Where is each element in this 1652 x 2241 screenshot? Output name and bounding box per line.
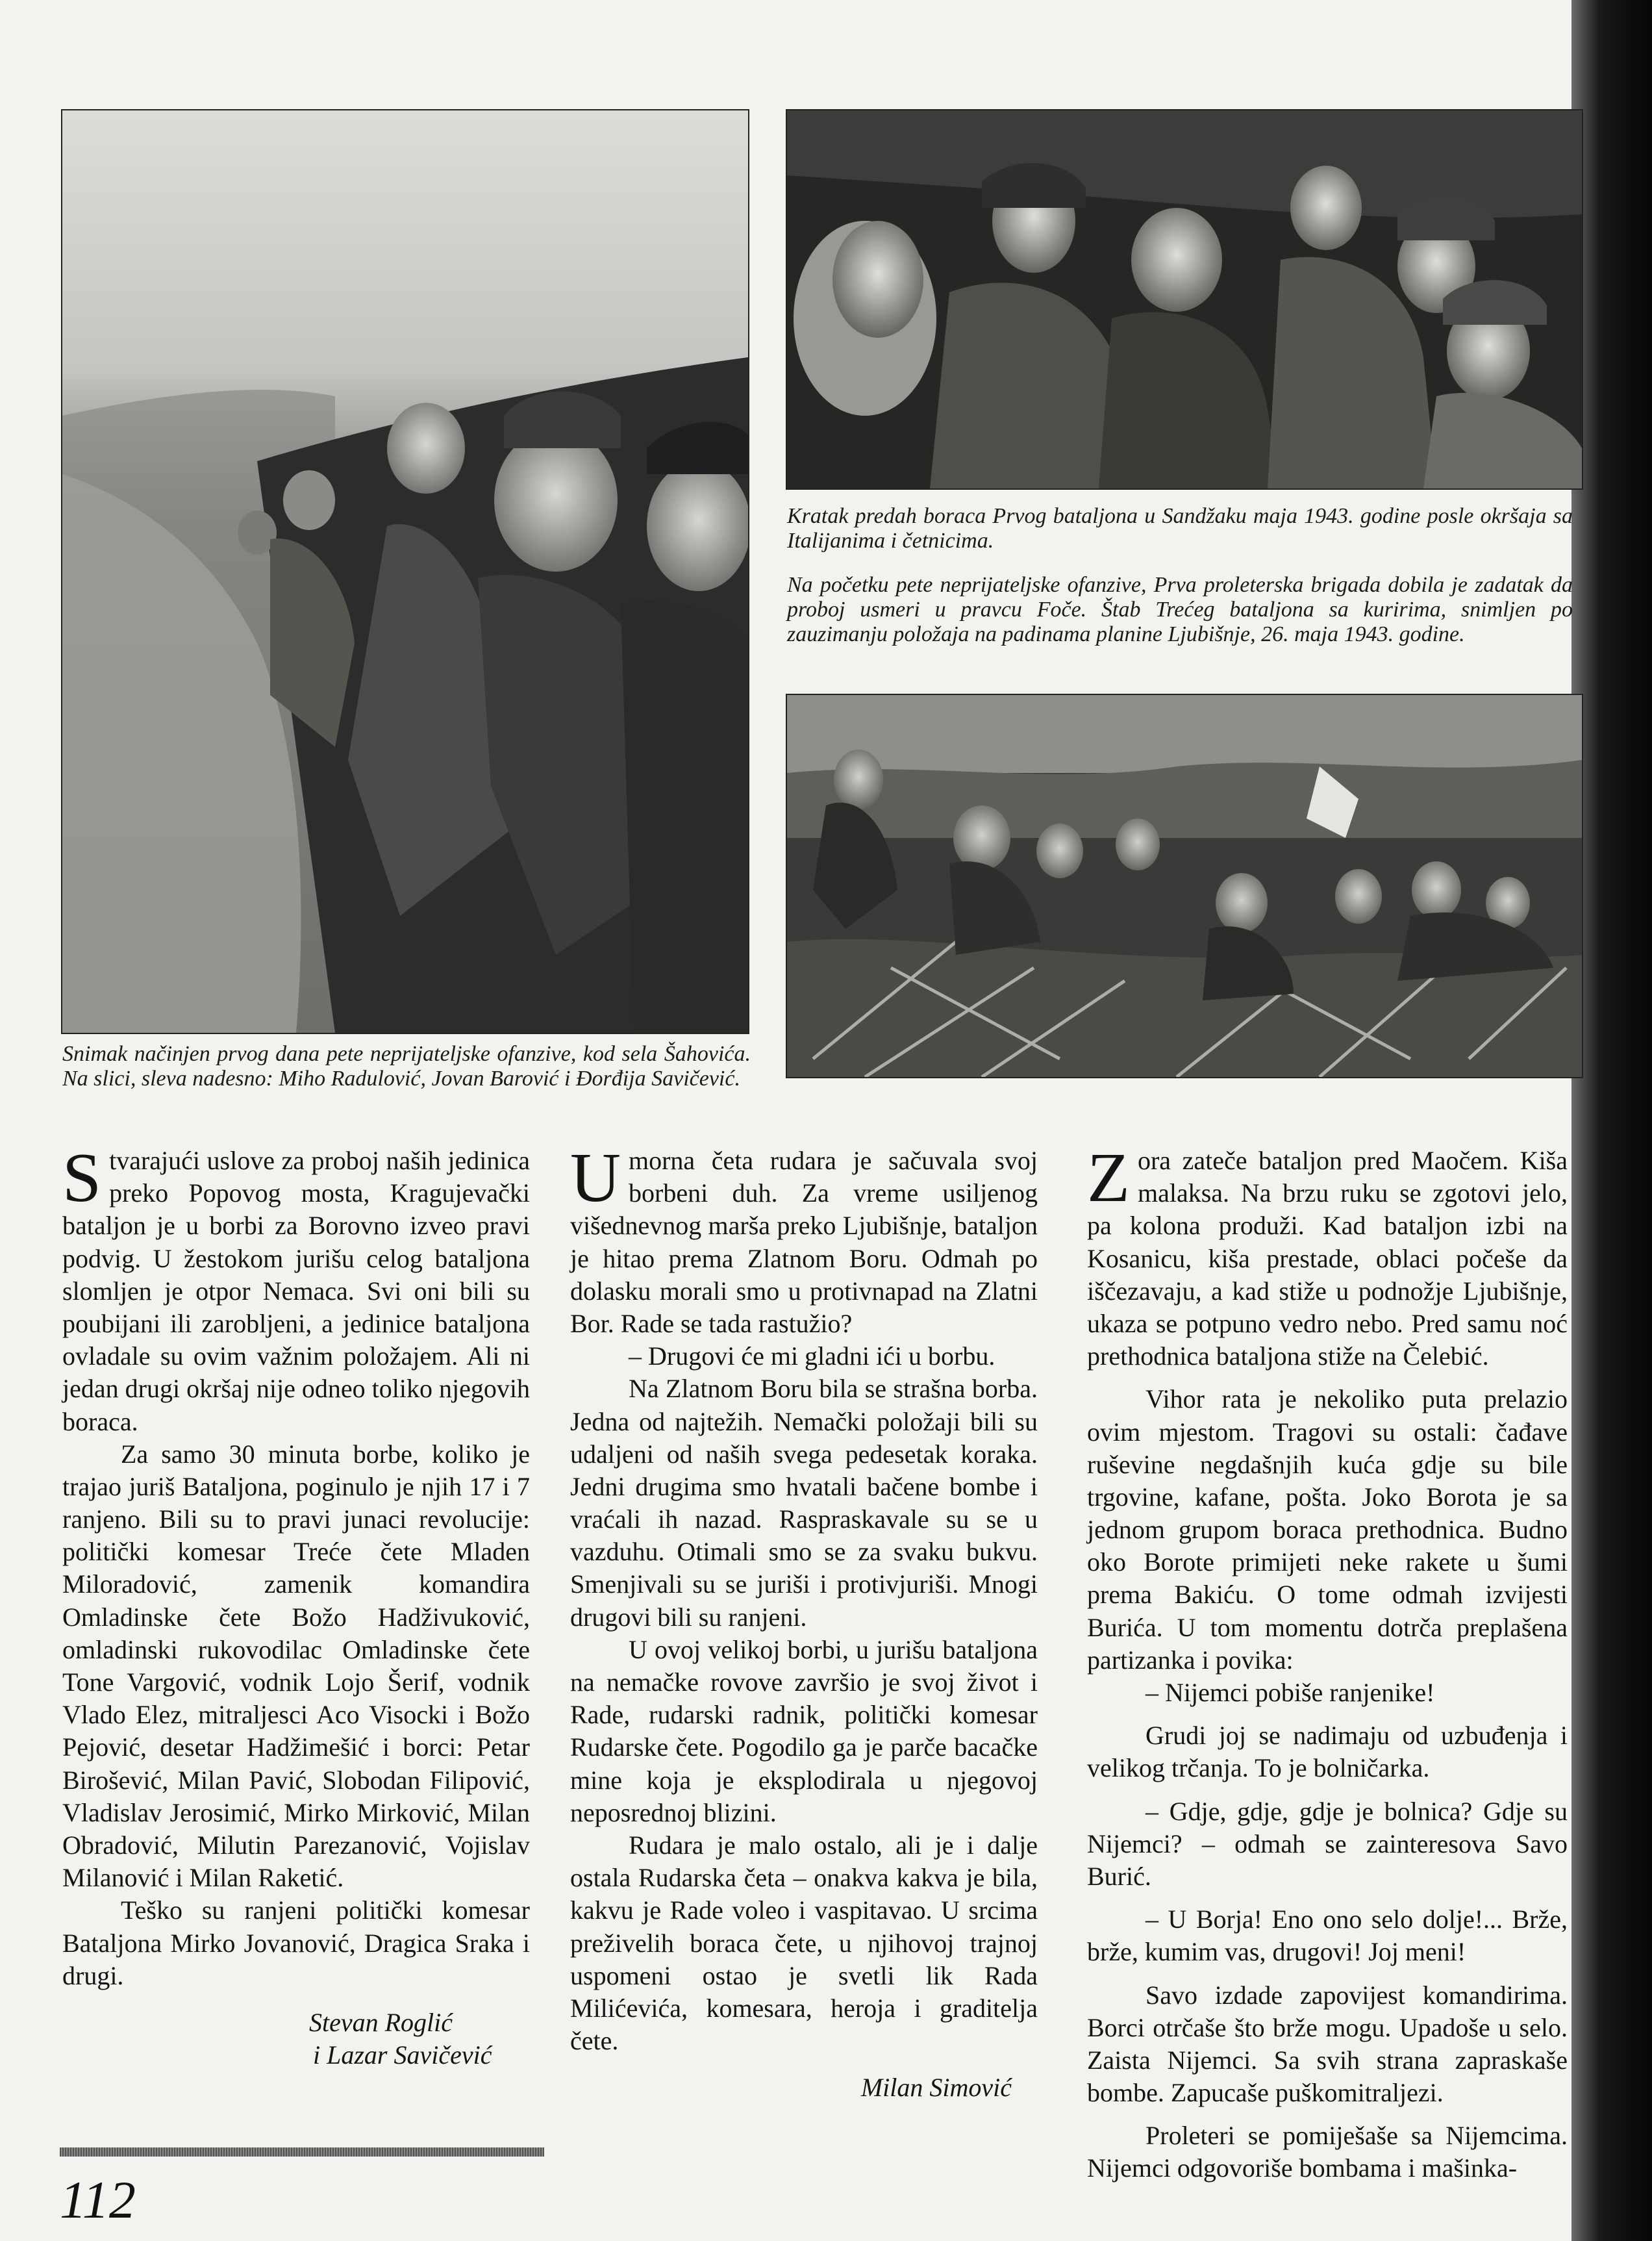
column1-signature [62, 2007, 530, 2071]
caption-bottom-right-text: Na početku pete neprijateljske ofanzive, Prva proleterska brigada dobila je zadatak da proboj usmeri u pravcu Foče. Štab Trećeg bataljona sa kuririma, snimljen po zauzimanju položaja na padinama planine Ljubišnje, 26. maja 1943. godine. [787, 573, 1573, 647]
column3-paragraph-4: Grudi joj se nadimaju od uzbuđenja i velikog trčanja. To je bolničarka. [1087, 1721, 1568, 1783]
footer-rule [60, 2147, 544, 2157]
caption-left-text: Snimak načinjen prvog dana pete neprijateljske ofanzive, kod sela Šahovića. Na slici, sleva nadesno: Miho Radulović, Jovan Barović i Đorđija Savičević. [62, 1042, 751, 1091]
photo-battalion-group-talking [786, 109, 1583, 490]
column2-drop-cap: U [570, 1139, 621, 1217]
caption-top-right-photo [787, 504, 1573, 666]
column3-paragraph-2: Vihor rata je nekoliko puta prelazio ovim mjestom. Tragovi su ostali: čađave ruševine negdašnjih kuća gdje su bile trgovine, kafane, pošta. Joko Borota je sa jednom grupom boraca prethodnica. Budno oko Borote primijeti neke rakete u šumi prema Bakiću. O tome odmah izvijesti Burića. U tom momentu dotrča preplašena partizanka i povika: [1087, 1384, 1568, 1675]
column1-paragraph-1: Stvarajući uslove za proboj naših jedinica preko Popovog mosta, Kragujevački bataljon je u borbi za Borovno izveo pravi podvig. U žestokom jurišu celog bataljona slomljen je otpor Nemaca. Svi oni bili su poubijani ili zarobljeni, a jedinice bataljona ovladale su ovim važnim položajem. Ali ni jedan drugi okršaj nije odneo toliko njegovih boraca. [62, 1139, 530, 1436]
column1-paragraph-3: Teško su ranjeni politički komesar Bataljona Mirko Jovanović, Dragica Sraka i drugi. [62, 1895, 530, 1990]
column1-signature-line1: Stevan Roglić [309, 2007, 453, 2037]
column2-paragraph-4: U ovoj velikoj borbi, u jurišu bataljona na nemačke rovove završio je svoj život i Rade, rudarski radnik, politički komesar Rudarske čete. Pogodilo ga je parče bacačke mine koja je eksplodirala u njegovoj neposrednoj blizini. [570, 1634, 1038, 1827]
column3-paragraph-7: Savo izdade zapovijest komandirima. Borci otrčaše što brže mogu. Upadoše u selo. Zaista Nijemci. Sa svih strana zapraskaše bombe. Zapucaše puškomitraljezi. [1087, 1980, 1568, 2108]
column1-drop-cap: S [62, 1139, 102, 1217]
column2-paragraph-1: Umorna četa rudara je sačuvala svoj borbeni duh. Za vreme usiljenog višednevnog marša preko Ljubišnje, bataljon je hitao prema Zlatnom Boru. Odmah po dolasku morali smo u protivnapad na Zlatni Bor. Rade se tada rastužio? [570, 1139, 1038, 1338]
column2-paragraph-5: Rudara je malo ostalo, ali je i dalje ostala Rudarska četa – onakva kakva je bila, kakvu je Rade voleo i vaspitavao. U srcima preživelih boraca čete, u njihovoj trajnoj uspomeni ostao je svetli lik Rada Milićevića, komesara, heroja i graditelja čete. [570, 1830, 1038, 2056]
column2-paragraph-2: – Drugovi će mi gladni ići u borbu. [629, 1341, 995, 1371]
column3-drop-cap: Z [1087, 1139, 1130, 1217]
page-binding-shadow [1571, 0, 1652, 2241]
column1-signature-line2: i Lazar Savičević [313, 2040, 492, 2070]
article-column-3 [1087, 1139, 1568, 2185]
column3-paragraph-6: – U Borja! Eno ono selo dolje!... Brže, brže, kumim vas, drugovi! Joj meni! [1087, 1905, 1568, 1967]
column3-paragraph-5: – Gdje, gdje, gdje je bolnica? Gdje su Nijemci? – odmah se zainteresova Savo Burić. [1087, 1796, 1568, 1891]
column3-paragraph-3: – Nijemci pobiše ranjenike! [1145, 1678, 1435, 1707]
column2-signature: Milan Simović [860, 2073, 1012, 2103]
column2-paragraph-3: Na Zlatnom Boru bila se strašna borba. Jedna od najtežih. Nemački položaji bili su udaljeni od naših svega pedesetak koraka. Jedni drugima smo hvatali bačene bombe i vraćali ih nazad. Raspraskavale su se u vazduhu. Otimali smo se za svaku bukvu. Smenjivali su se juriši i protivjuriši. Mnogi drugovi bili su ranjeni. [570, 1374, 1038, 1632]
photo-battalion-group-talking-image [787, 110, 1582, 488]
photo-soldiers-resting-row [61, 109, 749, 1034]
photo-staff-with-couriers-forest [786, 694, 1583, 1078]
caption-top-right-text: Kratak predah boraca Prvog bataljona u Sandžaku maja 1943. godine posle okršaja sa Italijanima i četnicima. [787, 504, 1573, 553]
caption-left-photo [62, 1042, 751, 1091]
column3-paragraph-1: Zora zateče bataljon pred Maočem. Kiša malaksa. Na brzu ruku se zgotovi jelo, pa kolona produži. Kad bataljon izbi na Kosanicu, kiša prestade, oblaci počeše da iščezavaju, a kad stiže u podnožje Ljubišnje, ukaza se potpuno vedro nebo. Pred samu noć prethodnica bataljona stiže na Čelebić. [1087, 1139, 1568, 1371]
photo-soldiers-resting-row-image [62, 110, 748, 1033]
photo-staff-with-couriers-forest-image [787, 695, 1582, 1077]
column1-paragraph-2: Za samo 30 minuta borbe, koliko je trajao juriš Bataljona, poginulo je njih 17 i 7 ranjeno. Bili su to pravi junaci revolucije: politički komesar Treće čete Mladen Miloradović, zamenik komandira Omladinske čete Božo Hadživuković, omladinski rukovodilac Omladinske čete Tone Vargović, vodnik Lojo Šerif, vodnik Vlado Elez, mitraljesci Aco Visocki i Božo Pejović, desetar Hadžimešić i borci: Petar Birošević, Milan Pavić, Slobodan Filipović, Vladislav Jerosimić, Mirko Mirković, Milan Obradović, Milutin Parezanović, Vojislav Milanović i Milan Raketić. [62, 1439, 530, 1893]
column3-paragraph-8: Proleteri se pomiješaše sa Nijemcima. Nijemci odgovoriše bombama i mašinka- [1087, 2121, 1568, 2183]
article-column-2 [570, 1139, 1038, 2104]
article-column-1 [62, 1139, 530, 2071]
page-number: 112 [60, 2170, 136, 2229]
